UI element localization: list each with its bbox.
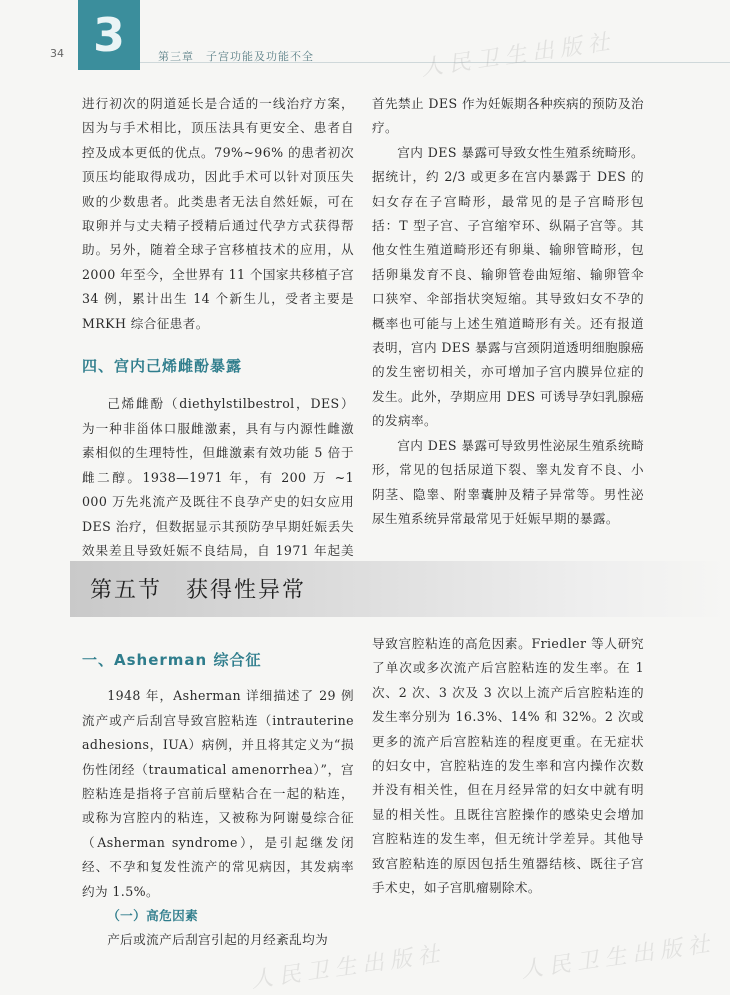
paragraph: 导致宫腔粘连的高危因素。Friedler 等人研究了单次或多次流产后宫腔粘连的发生率。在 1 次、2 次、3 次及 3 次以上流产后宫腔粘连的发生率分别为 16.3%、14% 和 32%。2 次或更多的流产后宫腔粘连的程度更重。在无症状的妇女中，宫腔粘连的发生率和宫内操作次数并没有相关性，但在月经异常的妇女中就有明显的相关性。且既往宫腔操作的感染史会增加宫腔粘连的发生率，但无统计学差异。其他导致宫腔粘连的原因包括生殖器结核、既往子宫手术史，如子宫肌瘤剔除术。 [372,636,644,896]
watermark: 人民卫生出版社 [249,941,448,994]
page-header [0,0,730,80]
top-left-column [82,92,354,588]
top-right-column [372,92,644,531]
paragraph: 己烯雌酚（diethylstilbestrol，DES）为一种非甾体口服雌激素，具有与内源性雌激素相似的生理特性，但雌激素有效功能 5 倍于雌二醇。1938—1971 年，有 200 万 ~1 000 万先兆流产及既往不良孕产史的妇女应用 DES 治疗，但数据显示其预防孕早期妊娠丢失效果差且导致妊娠不良结局，自 1971 年起美 [82,396,354,558]
watermark: 人民卫生出版社 [519,931,718,984]
bottom-left-column [82,640,354,953]
page-number: 34 [50,47,64,60]
paragraph: 进行初次的阴道延长是合适的一线治疗方案，因为与手术相比，顶压法具有更安全、患者自控及成本更低的优点。79%~96% 的患者初次顶压均能取得成功，因此手术可以针对顶压失败的少数患者。此类患者无法自然妊娠，可在取卵并与丈夫精子授精后通过代孕方式获得帮助。另外，随着全球子宫移植技术的应用，从 2000 年至今，全世界有 11 个国家共移植子宫 34 例，累计出生 14 个新生儿，受者主要是 MRKH 综合征患者。 [82,96,354,331]
paragraph: 宫内 DES 暴露可导致女性生殖系统畸形。据统计，约 2/3 或更多在宫内暴露于 DES 的妇女存在子宫畸形，最常见的是子宫畸形包括：T 型子宫、子宫缩窄环、纵隔子宫等。其他女性生殖道畸形还有卵巢、输卵管畸形，包括卵巢发育不良、输卵管卷曲短缩、输卵管伞口狭窄、伞部指状突短缩。其导致妇女不孕的概率也可能与上述生殖道畸形有关。还有报道表明，宫内 DES 暴露与宫颈阴道透明细胞腺癌的发生密切相关，亦可增加子宫内膜异位症的发生。此外，孕期应用 DES 可诱导孕妇乳腺癌的发病率。 [372,144,644,429]
section-band [70,561,730,617]
section-title: 第五节 获得性异常 [90,578,307,603]
section-heading: 一、Asherman 综合征 [82,651,262,669]
chapter-tab [78,0,140,70]
paragraph: 1948 年，Asherman 详细描述了 29 例流产或产后刮宫导致宫腔粘连（intrauterine adhesions，IUA）病例，并且将其定义为“损伤性闭经（traumatical amenorrhea）”，宫腔粘连是指将子宫前后壁粘合在一起的粘连，或称为宫腔内的粘连，又被称为阿谢曼综合征（Asherman syndrome），是引起继发闭经、不孕和复发性流产的常见病因，其发病率约为 1.5%。 [82,688,354,899]
section-heading: 四、宫内己烯雌酚暴露 [82,357,243,376]
subsection-heading: （一）高危因素 [107,908,199,924]
bottom-right-column [372,632,644,900]
paragraph: 宫内 DES 暴露可导致男性泌尿生殖系统畸形，常见的包括尿道下裂、睾丸发育不良、小阴茎、隐睾、附睾囊肿及精子异常等。男性泌尿生殖系统异常最常见于妊娠早期的暴露。 [372,437,644,526]
watermark: 人民卫生出版社 [419,29,618,82]
paragraph: 首先禁止 DES 作为妊娠期各种疾病的预防及治疗。 [372,96,644,136]
paragraph: 产后或流产后刮宫引起的月经紊乱均为 [107,932,329,948]
chapter-number: 3 [92,8,125,62]
chapter-title: 第三章 子宫功能及功能不全 [158,50,314,63]
